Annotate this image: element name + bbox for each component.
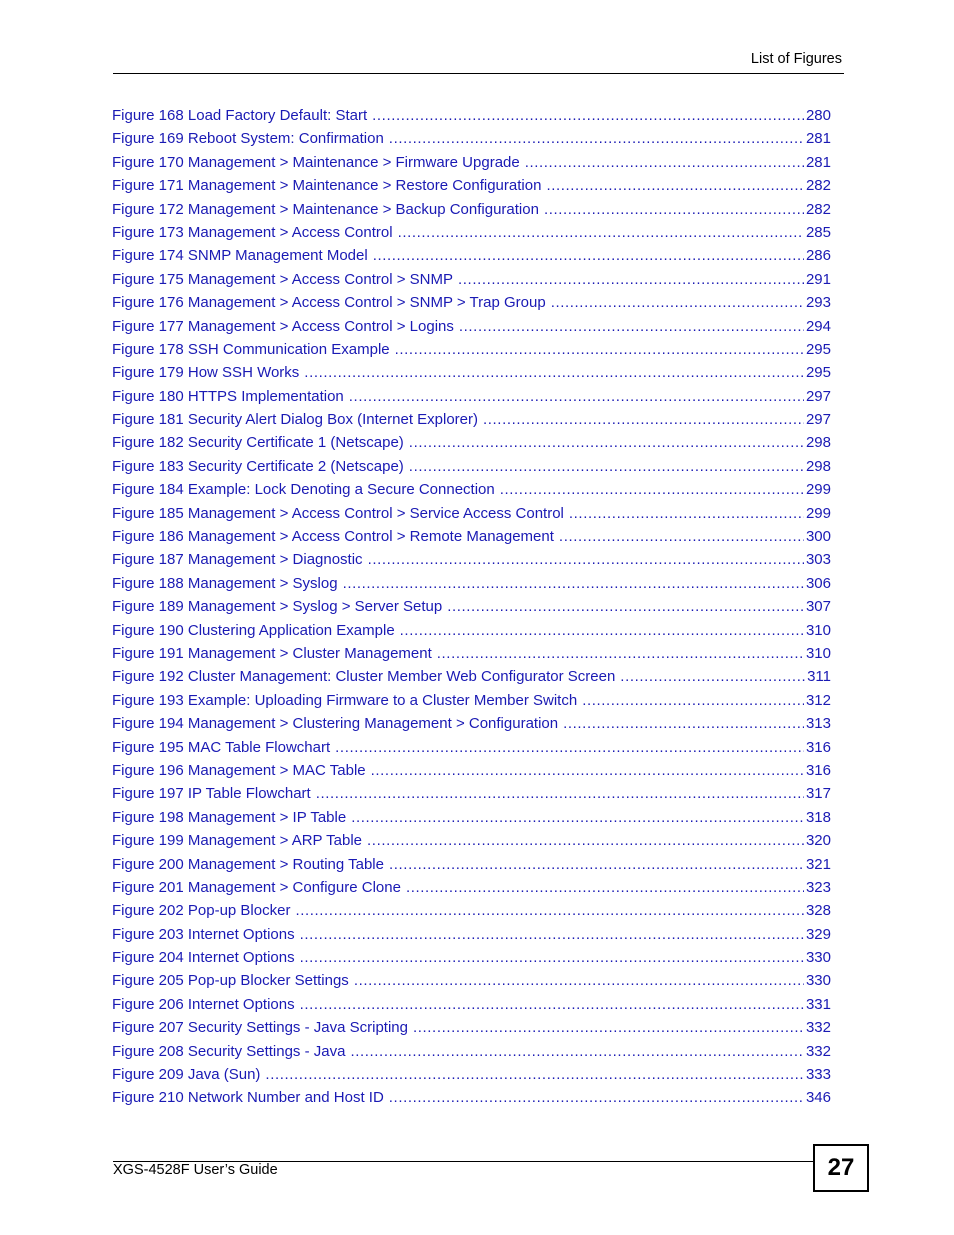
toc-entry[interactable] [112, 644, 831, 667]
toc-entry-label[interactable]: Figure 202 Pop-up Blocker [112, 902, 291, 920]
toc-entry-label[interactable]: Figure 182 Security Certificate 1 (Netscape) [112, 434, 404, 452]
toc-entry-page[interactable]: 306 [805, 574, 831, 592]
toc-entry[interactable] [112, 363, 831, 386]
toc-entry-page[interactable]: 320 [805, 832, 831, 850]
dot-leader [372, 106, 804, 126]
toc-entry-label[interactable]: Figure 183 Security Certificate 2 (Netscape) [112, 457, 404, 475]
toc-entry-page[interactable]: 332 [805, 1042, 831, 1060]
toc-entry-page[interactable]: 307 [805, 598, 831, 616]
toc-entry[interactable] [112, 433, 831, 456]
toc-entry-label[interactable]: Figure 191 Management > Cluster Management [112, 644, 432, 662]
dot-leader [335, 738, 804, 758]
toc-entry-page[interactable]: 331 [805, 995, 831, 1013]
toc-entry-label[interactable]: Figure 174 SNMP Management Model [112, 247, 368, 265]
toc-entry-page[interactable]: 298 [805, 457, 831, 475]
toc-entry[interactable] [112, 667, 831, 690]
toc-entry-label[interactable]: Figure 185 Management > Access Control > Service Access Control [112, 504, 564, 522]
toc-entry-label[interactable]: Figure 179 How SSH Works [112, 364, 300, 382]
toc-entry-label[interactable]: Figure 178 SSH Communication Example [112, 340, 390, 358]
toc-entry-page[interactable]: 280 [805, 107, 831, 124]
toc-entry-label[interactable]: Figure 171 Management > Maintenance > Restore Configuration [112, 177, 542, 195]
dot-leader [544, 200, 804, 220]
toc-entry[interactable] [112, 574, 831, 597]
toc-entry-label[interactable]: Figure 194 Management > Clustering Management > Configuration [112, 715, 559, 733]
toc-entry[interactable] [112, 855, 831, 878]
dot-leader [400, 621, 804, 641]
dot-leader [351, 808, 804, 828]
toc-entry[interactable] [112, 971, 831, 994]
dot-leader [447, 597, 804, 617]
toc-entry[interactable] [112, 223, 831, 246]
toc-entry-page[interactable]: 297 [805, 387, 831, 405]
dot-leader [413, 1018, 804, 1038]
toc-entry-label[interactable]: Figure 207 Security Settings - Java Scripting [112, 1019, 408, 1037]
toc-entry-page[interactable]: 282 [805, 200, 831, 218]
dot-leader [525, 153, 804, 173]
dot-leader [300, 925, 804, 945]
toc-entry[interactable] [112, 948, 831, 971]
toc-entry-label[interactable]: Figure 198 Management > IP Table [112, 808, 347, 826]
toc-entry-page[interactable]: 329 [805, 925, 831, 943]
toc-entry-page[interactable]: 299 [805, 504, 831, 522]
toc-entry-label[interactable]: Figure 208 Security Settings - Java [112, 1042, 346, 1060]
toc-entry-page[interactable]: 330 [805, 949, 831, 967]
toc-entry-label[interactable]: Figure 193 Example: Uploading Firmware to a Cluster Member Switch [112, 691, 578, 709]
toc-entry[interactable] [112, 1088, 831, 1111]
toc-entry-label[interactable]: Figure 199 Management > ARP Table [112, 832, 363, 850]
dot-leader [300, 948, 804, 968]
toc-entry-page[interactable]: 323 [805, 878, 831, 896]
toc-entry-page[interactable]: 282 [805, 177, 831, 195]
toc-entry-page[interactable]: 281 [805, 130, 831, 148]
toc-entry-label[interactable]: Figure 180 HTTPS Implementation [112, 387, 344, 405]
toc-entry-label[interactable]: Figure 173 Management > Access Control [112, 223, 393, 241]
footer-guide-title: XGS-4528F User’s Guide [113, 1162, 278, 1178]
dot-leader [389, 129, 804, 149]
toc-entry[interactable] [112, 597, 831, 620]
toc-entry-label[interactable]: Figure 192 Cluster Management: Cluster Member Web Configurator Screen [112, 668, 616, 686]
dot-leader [546, 176, 804, 196]
toc-entry-page[interactable]: 332 [805, 1019, 831, 1037]
toc-entry-label[interactable]: Figure 204 Internet Options [112, 949, 295, 967]
toc-entry-label[interactable]: Figure 210 Network Number and Host ID [112, 1089, 384, 1107]
toc-entry-label[interactable]: Figure 177 Management > Access Control > Logins [112, 317, 454, 335]
toc-entry-label[interactable]: Figure 209 Java (Sun) [112, 1066, 261, 1084]
toc-entry-label[interactable]: Figure 206 Internet Options [112, 995, 295, 1013]
toc-entry-page[interactable]: 297 [805, 411, 831, 429]
toc-entry-page[interactable]: 310 [805, 644, 831, 662]
dot-leader [316, 784, 804, 804]
toc-entry[interactable] [112, 527, 831, 550]
toc-entry[interactable] [112, 387, 831, 410]
toc-entry[interactable] [112, 1065, 831, 1088]
dot-leader [300, 995, 804, 1015]
header-divider [113, 73, 844, 74]
toc-entry-page[interactable]: 295 [805, 364, 831, 382]
toc-entry[interactable] [112, 317, 831, 340]
toc-entry[interactable] [112, 550, 831, 573]
toc-entry-label[interactable]: Figure 169 Reboot System: Confirmation [112, 130, 384, 148]
toc-entry-page[interactable]: 303 [805, 551, 831, 569]
toc-entry[interactable] [112, 270, 831, 293]
dot-leader [409, 433, 804, 453]
dot-leader [349, 387, 804, 407]
dot-leader [304, 363, 804, 383]
toc-entry-label[interactable]: Figure 205 Pop-up Blocker Settings [112, 972, 349, 990]
toc-entry[interactable] [112, 129, 831, 152]
dot-leader [563, 714, 804, 734]
toc-entry[interactable] [112, 410, 831, 433]
dot-leader [409, 457, 804, 477]
toc-entry-page[interactable]: 321 [805, 855, 831, 873]
toc-entry[interactable] [112, 153, 831, 176]
dot-leader [368, 550, 804, 570]
toc-entry-label[interactable]: Figure 197 IP Table Flowchart [112, 785, 311, 803]
dot-leader [395, 340, 804, 360]
toc-entry[interactable] [112, 831, 831, 854]
toc-entry-label[interactable]: Figure 203 Internet Options [112, 925, 295, 943]
dot-leader [437, 644, 804, 664]
toc-entry[interactable] [112, 784, 831, 807]
dot-leader [406, 878, 804, 898]
dot-leader [459, 317, 804, 337]
dot-leader [350, 1042, 804, 1062]
toc-entry-page[interactable]: 328 [805, 902, 831, 920]
toc-entry-page[interactable]: 312 [805, 691, 831, 709]
toc-entry-page[interactable]: 310 [805, 621, 831, 639]
toc-entry-page[interactable]: 333 [805, 1066, 831, 1084]
toc-entry[interactable] [112, 480, 831, 503]
dot-leader [373, 246, 804, 266]
toc-entry-label[interactable]: Figure 175 Management > Access Control > SNMP [112, 270, 454, 288]
toc-entry-page[interactable]: 318 [805, 808, 831, 826]
toc-entry-page[interactable]: 330 [805, 972, 831, 990]
dot-leader [265, 1065, 804, 1085]
toc-entry-label[interactable]: Figure 176 Management > Access Control > SNMP > Trap Group [112, 294, 546, 312]
toc-entry-page[interactable]: 281 [805, 153, 831, 171]
toc-entry-page[interactable]: 286 [805, 247, 831, 265]
toc-entry-label[interactable]: Figure 186 Management > Access Control > Remote Management [112, 528, 554, 546]
toc-entry[interactable] [112, 761, 831, 784]
page-number: 27 [827, 1154, 855, 1181]
toc-entry-label[interactable]: Figure 195 MAC Table Flowchart [112, 738, 331, 756]
dot-leader [398, 223, 804, 243]
toc-entry-page[interactable]: 291 [805, 270, 831, 288]
toc-entry-label[interactable]: Figure 181 Security Alert Dialog Box (Internet Explorer) [112, 411, 478, 429]
toc-entry-page[interactable]: 346 [805, 1089, 831, 1107]
toc-entry[interactable] [112, 901, 831, 924]
dot-leader [389, 855, 804, 875]
toc-entry[interactable] [112, 808, 831, 831]
dot-leader [582, 691, 804, 711]
dot-leader [551, 293, 804, 313]
toc-entry-page[interactable]: 295 [805, 340, 831, 358]
page-header-title: List of Figures [750, 51, 842, 67]
toc-entry[interactable] [112, 457, 831, 480]
toc-entry[interactable] [112, 176, 831, 199]
toc-entry-page[interactable]: 294 [805, 317, 831, 335]
toc-entry-label[interactable]: Figure 168 Load Factory Default: Start [112, 107, 368, 124]
toc-entry[interactable] [112, 246, 831, 269]
dot-leader [371, 761, 804, 781]
page-number-box [813, 1144, 869, 1192]
toc-entry-page[interactable]: 300 [805, 528, 831, 546]
dot-leader [367, 831, 804, 851]
dot-leader [559, 527, 804, 547]
toc-entry-label[interactable]: Figure 187 Management > Diagnostic [112, 551, 363, 569]
toc-entry-page[interactable]: 316 [805, 761, 831, 779]
toc-entry-label[interactable]: Figure 200 Management > Routing Table [112, 855, 384, 873]
toc-entry-page[interactable]: 285 [805, 223, 831, 241]
toc-entry-label[interactable]: Figure 188 Management > Syslog [112, 574, 338, 592]
toc-entry[interactable] [112, 1018, 831, 1041]
toc-entry[interactable] [112, 1042, 831, 1065]
toc-entry[interactable] [112, 293, 831, 316]
toc-entry[interactable] [112, 925, 831, 948]
dot-leader [295, 901, 804, 921]
toc-entry[interactable] [112, 504, 831, 527]
toc-entry[interactable] [112, 691, 831, 714]
toc-entry-label[interactable]: Figure 201 Management > Configure Clone [112, 878, 401, 896]
toc-entry[interactable] [112, 200, 831, 223]
dot-leader [500, 480, 804, 500]
toc-entry[interactable] [112, 878, 831, 901]
toc-entry-page[interactable]: 293 [805, 294, 831, 312]
toc-entry-label[interactable]: Figure 196 Management > MAC Table [112, 761, 366, 779]
list-of-figures [112, 106, 831, 1112]
toc-entry-page[interactable]: 317 [805, 785, 831, 803]
toc-entry[interactable] [112, 714, 831, 737]
toc-entry-label[interactable]: Figure 190 Clustering Application Example [112, 621, 395, 639]
dot-leader [389, 1088, 804, 1108]
toc-entry-label[interactable]: Figure 172 Management > Maintenance > Backup Configuration [112, 200, 539, 218]
toc-entry[interactable] [112, 340, 831, 363]
toc-entry[interactable] [112, 621, 831, 644]
toc-entry[interactable] [112, 738, 831, 761]
dot-leader [483, 410, 804, 430]
toc-entry[interactable] [112, 106, 831, 129]
dot-leader [620, 667, 805, 687]
toc-entry-label[interactable]: Figure 189 Management > Syslog > Server Setup [112, 598, 443, 616]
toc-entry-label[interactable]: Figure 184 Example: Lock Denoting a Secure Connection [112, 481, 495, 499]
toc-entry-label[interactable]: Figure 170 Management > Maintenance > Firmware Upgrade [112, 153, 520, 171]
toc-entry-page[interactable]: 299 [805, 481, 831, 499]
dot-leader [458, 270, 804, 290]
toc-entry-page[interactable]: 311 [807, 668, 831, 686]
dot-leader [569, 504, 804, 524]
toc-entry-page[interactable]: 313 [805, 715, 831, 733]
toc-entry[interactable] [112, 995, 831, 1018]
dot-leader [343, 574, 804, 594]
toc-entry-page[interactable]: 298 [805, 434, 831, 452]
toc-entry-page[interactable]: 316 [805, 738, 831, 756]
dot-leader [354, 971, 804, 991]
